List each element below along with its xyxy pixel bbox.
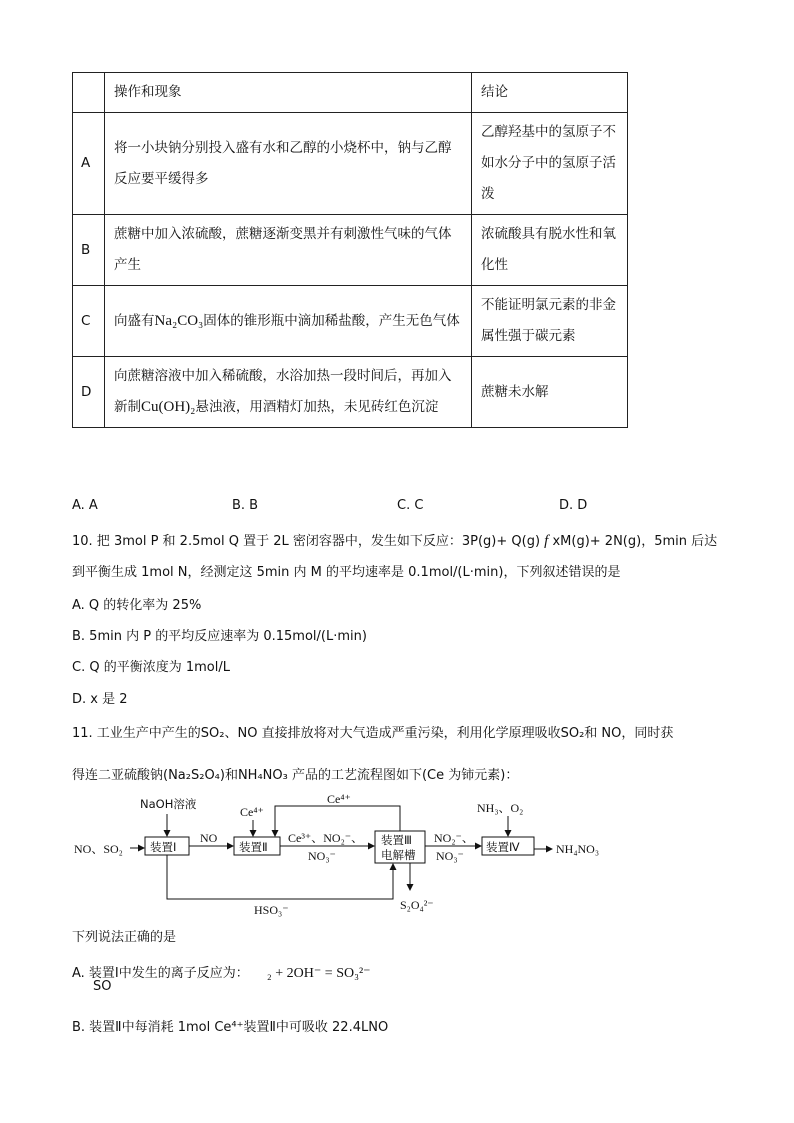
device3-label-line1: 装置Ⅲ [381, 833, 412, 847]
header-ops-cell: 操作和现象 [105, 73, 472, 113]
q9-table [72, 72, 628, 428]
row-label: B [73, 215, 105, 286]
row-label: C [73, 286, 105, 357]
device3-label-line2: 电解槽 [381, 848, 416, 862]
q10-stem-part2: xM(g)+ 2N(g)，5min 后达 [552, 534, 718, 549]
no3-out-label: NO₃⁻ [436, 849, 464, 863]
product-label: NH₄NO₃ [556, 842, 600, 856]
formula-na2co3: Na₂CO₃ [154, 312, 204, 329]
hso3-label: HSO₃⁻ [254, 903, 289, 917]
row-conclusion: 乙醇羟基中的氢原子不如水分子中的氢原子活泼 [472, 113, 628, 215]
table-row [73, 286, 628, 357]
no2-out-label: NO₂⁻、 [434, 831, 474, 845]
q11-question: 下列说法正确的是 [72, 930, 177, 945]
q10-stem-line2: 到平衡生成 1mol N，经测定这 5min 内 M 的平均速率是 0.1mol/(L·min)，下列叙述错误的是 [72, 565, 621, 580]
ce4-back-label: Ce⁴⁺ [327, 792, 351, 806]
naoh-label: NaOH溶液 [140, 797, 197, 811]
ops-text-post: 悬浊液，用酒精灯加热，未见砖红色沉淀 [195, 399, 439, 415]
option-d: D. D [559, 498, 588, 513]
ce4-in-label: Ce⁴⁺ [240, 805, 264, 819]
q10-option-c: C. Q 的平衡浓度为 1mol/L [72, 660, 230, 675]
option-a-so: SO [93, 979, 112, 994]
option-a-equation: ₂ + 2OH⁻ = SO₃²⁻ [266, 966, 371, 981]
ops-text-post: 固体的锥形瓶中滴加稀盐酸，产生无色气体 [203, 312, 460, 329]
table-row [73, 113, 628, 215]
row-ops: 将一小块钠分别投入盛有水和乙醇的小烧杯中，钠与乙醇反应要平缓得多 [105, 113, 472, 215]
option-c: C. C [397, 498, 424, 513]
table-row [73, 215, 628, 286]
table-row [73, 357, 628, 428]
q11-stem-line1: 11. 工业生产中产生的SO₂、NO 直接排放将对大气造成严重污染，利用化学原理吸收SO₂和 NO，同时获 [72, 726, 674, 741]
row-ops [105, 357, 472, 428]
q11-stem-line2: 得连二亚硫酸钠(Na₂S₂O₄)和NH₄NO₃ 产品的工艺流程图如下(Ce 为铈元素)： [72, 768, 519, 783]
q10-option-a: A. Q 的转化率为 25% [72, 598, 202, 613]
q10-option-b: B. 5min 内 P 的平均反应速率为 0.15mol/(L·min) [72, 629, 367, 644]
row-ops: 蔗糖中加入浓硫酸，蔗糖逐渐变黑并有刺激性气味的气体产生 [105, 215, 472, 286]
row-conclusion: 浓硫酸具有脱水性和氧化性 [472, 215, 628, 286]
device2-label: 装置Ⅱ [239, 840, 268, 854]
no-label: NO [200, 831, 218, 845]
q10-stem-line1 [72, 530, 717, 550]
no3-mid-label: NO₃⁻ [308, 849, 336, 863]
row-ops [105, 286, 472, 357]
nh3-o2-label: NH₃、O₂ [477, 801, 524, 815]
header-label-cell [73, 73, 105, 113]
row-label: D [73, 357, 105, 428]
formula-cuoh2: Cu(OH)₂ [141, 399, 196, 415]
option-a: A. A [72, 498, 98, 513]
equilibrium-f-glyph: f [544, 533, 549, 549]
input-label: NO、SO₂ [74, 842, 123, 856]
process-flow-diagram [72, 792, 632, 922]
ops-text-pre: 向盛有 [114, 312, 155, 329]
row-label: A [73, 113, 105, 215]
device4-label: 装置Ⅳ [486, 840, 520, 854]
row-conclusion: 不能证明氯元素的非金属性强于碳元素 [472, 286, 628, 357]
device1-label: 装置Ⅰ [150, 840, 177, 854]
ops-text-pre: 向蔗糖溶液中加入稀硫酸，水浴加热一段时间后，再加入新制 [114, 368, 452, 415]
q11-option-a [72, 962, 371, 982]
option-b: B. B [232, 498, 259, 513]
row-conclusion: 蔗糖未水解 [472, 357, 628, 428]
header-conclusion-cell: 结论 [472, 73, 628, 113]
q10-option-d: D. x 是 2 [72, 692, 128, 707]
q11-option-b: B. 装置Ⅱ中每消耗 1mol Ce⁴⁺装置Ⅱ中可吸收 22.4LNO [72, 1020, 389, 1035]
q10-stem-part1: 10. 把 3mol P 和 2.5mol Q 置于 2L 密闭容器中，发生如下反应：3P(g)+ Q(g) [72, 534, 541, 549]
option-a-text: A. 装置Ⅰ中发生的离子反应为： [72, 966, 249, 981]
table-header-row [73, 73, 628, 113]
s2o4-label: S₂O₄²⁻ [400, 898, 434, 912]
ce-mid-label: Ce³⁺、NO₂⁻、 [288, 831, 364, 845]
